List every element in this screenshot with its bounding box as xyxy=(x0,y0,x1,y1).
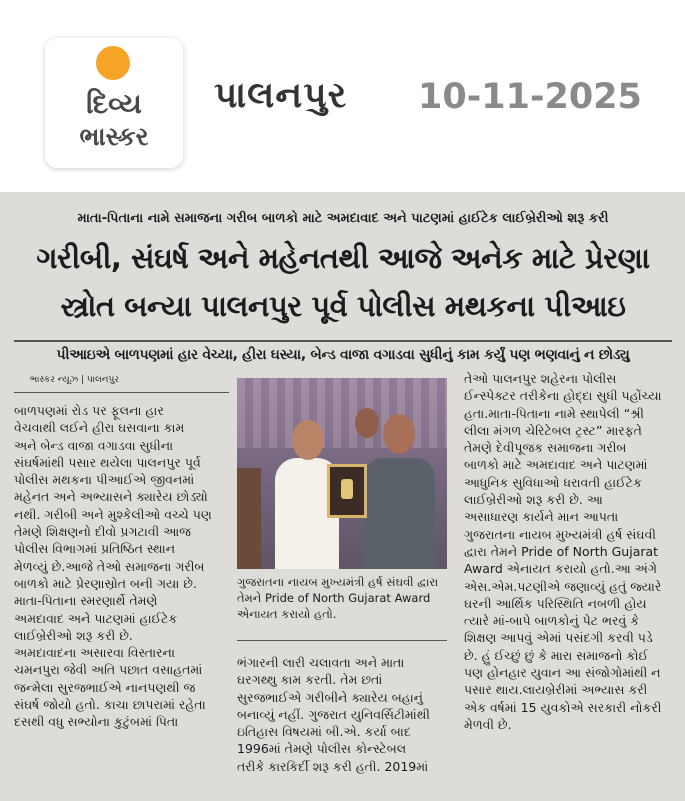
edition-date: 10-11-2025 xyxy=(418,77,642,117)
article-column-1 xyxy=(14,402,228,731)
article-text-line: ઈન્સ્પેક્ટર તરીકેના હોદ્દા સુધી પહોંચ્યા xyxy=(464,388,662,404)
article-text-line: જન્મેલા સુરજભાઈએ નાનપણથી જ xyxy=(14,679,196,695)
photo-pi-body xyxy=(363,458,435,569)
article-text-line: બાળપણમાં રોડ પર ફૂલના હાર xyxy=(14,403,164,418)
masthead xyxy=(0,0,685,192)
article-text-line: અમદાવાદ અને પાટણમાં હાઈટેક xyxy=(14,610,178,626)
article-text-line: ગુજરાતના નાયબ મુખ્યમંત્રી હર્ષ સંઘવી xyxy=(464,526,656,542)
article-text-line: અને બેન્ડ વાજા વગાડવા સુધીના xyxy=(14,437,174,453)
logo-text-line1: દિવ્ય xyxy=(86,87,142,120)
photo-deputy-cm-head xyxy=(292,420,324,460)
article-text-line: ત્યારે માં-બાપે બાળકોનું પેટ ભરવું કે xyxy=(464,613,640,629)
article-text-line: એસ.એમ.પટણીએ જણાવ્યું હતું જ્યારે xyxy=(464,578,662,594)
article-text-line: આધુનિક સુવિધાઓ ધરાવતી હાઈટેક xyxy=(464,474,642,490)
divider xyxy=(14,340,672,342)
photo-caption: ગુજરાતના નાયબ મુખ્યમંત્રી હર્ષ સંઘવી દ્વારા તેમને Pride of North Gujarat Award એનાયત કરાયો હતો. xyxy=(237,575,439,621)
photo-pi-head xyxy=(383,414,415,454)
photo-person-back-head xyxy=(355,408,379,438)
article-text-line: પોલીસ મથકના પીઆઈએ જીવનમાં xyxy=(14,472,195,488)
article-text-line: શિક્ષણ આપવું એમાં પસંદગી કરવી પડે xyxy=(464,630,653,646)
article-text-line: Award એનાયત કરાયો હતો.આ અંગે xyxy=(464,561,657,577)
article-text-line: મહેનત અને અભ્યાસને ક્યારેય છોડ્યો xyxy=(14,489,208,505)
article-text-line: અસાધારણ કાર્યને માન આપતા xyxy=(464,509,619,525)
article-text-line: મેળવ્યું છે.આજે તેઓ સમાજના ગરીબ xyxy=(14,558,205,574)
article-text-line: સંઘર્ષ જોયો હતો. કાચા છાપરામાં રહેતા xyxy=(14,697,206,713)
article-text-line: સુરજભાઈએ ગરીબીને ક્યારેય બહાનું xyxy=(237,689,423,705)
article-text-line: દસથી વધુ સભ્યોના કુટુંબમાં પિતા xyxy=(14,714,179,730)
article-text-line: દ્વારા તેમને Pride of North Gujarat xyxy=(464,543,659,559)
byline: ભાસ્કર ન્યૂઝ | પાલનપુર xyxy=(30,375,119,385)
award-photo xyxy=(237,378,447,569)
article-text-line: ભંગારની લારી ચલાવતા અને માતા xyxy=(237,655,405,670)
byline-rule xyxy=(14,392,229,393)
article-text-line: મેળવી છે. xyxy=(464,716,512,732)
article-text-line: તેમણે શિક્ષણનો દીવો પ્રગટાવી આજ xyxy=(14,524,191,540)
headline-line-1: ગરીબી, સંઘર્ષ અને મહેનતથી આજે અનેક માટે પ્રેરણા xyxy=(36,241,650,275)
article-text-line: બાળકો માટે અમદાવાદ અને પાટણમાં xyxy=(464,457,648,473)
edition-city: પાલનપુર xyxy=(214,75,348,116)
article-text-line: તેમણે દેવીપૂજક સમાજના ગરીબ xyxy=(464,440,627,456)
article-text-line: બાળકો માટે પ્રેરણાસ્રોત બની ગયા છે. xyxy=(14,575,197,591)
article-text-line: અમદાવાદના અસારવા વિસ્તારના xyxy=(14,645,175,661)
article-text-line: લાઈબ્રેરીઓ શરૂ કરી છે. xyxy=(14,627,133,643)
article-column-2 xyxy=(237,654,457,775)
subheadline: પીઆઇએ બાળપણમાં હાર વેચ્યા, હીરા ઘસ્યા, બેન્ડ વાજા વગાડવા સુધીનું કામ કર્યું પણ ભણવાનું ન છોડ્યુ xyxy=(56,347,630,363)
article-text-line: નથી. ગરીબી અને મુશ્કેલીઓ વચ્ચે પણ xyxy=(14,506,212,522)
photo-person-left xyxy=(237,468,261,569)
photo-background xyxy=(237,378,447,448)
article-text-line: ઇતિહાસ વિષયમાં બી.એ. કર્યા બાદ xyxy=(237,724,411,740)
article-text-line: માતા-પિતાના સ્મરણાર્થે તેમણે xyxy=(14,593,158,609)
article-text-line: છે. હું ઈચ્છું છું કે મારા સમાજનો કોઈ xyxy=(464,647,649,663)
article-text-line: પણ હોનહાર યુવાન આ સંજોગોમાંથી ન xyxy=(464,665,661,681)
article-text-line: બનાવ્યું નહીં. ગુજરાત યુનિવર્સિટીમાંથી xyxy=(237,706,430,722)
article-text-line: ઘરની આર્થિક પરિસ્થિતિ નબળી હોય xyxy=(464,595,647,611)
article-text-line: વેચવાથી લઈને હીરા ઘસવાના કામ xyxy=(14,420,185,436)
article-kicker: માતા-પિતાના નામે સમાજના ગરીબ બાળકો માટે અમદાવાદ અને પાટણમાં હાઈટેક લાઈબ્રેરીઓ શરૂ કરી xyxy=(77,211,609,226)
article-text-line: સંઘર્ષમાંથી પસાર થયેલા પાલનપુર પૂર્વ xyxy=(14,454,201,470)
article-text-line: લીલા મંગળ ચેરિટેબલ ટ્રસ્ટ” મારફતે xyxy=(464,422,642,438)
article-text-line: ઘરગથ્થુ કામ કરતી. તેમ છતાં xyxy=(237,672,383,688)
article-text-line: ચમનપુરા જેવી અતિ પછાત વસાહતમાં xyxy=(14,662,203,678)
article-text-line: લાઈબ્રેરીઓ શરૂ કરી છે. આ xyxy=(464,492,603,508)
article-text-line: પોલીસ વિભાગમાં પ્રતિષ્ઠિત સ્થાન xyxy=(14,541,176,557)
article-text-line: એક વર્ષમાં 15 યુવકોએ સરકારી નોકરી xyxy=(464,699,662,715)
article-text-line: પસાર થાય.લાયબ્રેરીમાં અભ્યાસ કરી xyxy=(464,682,648,698)
headline-line-2: સ્ત્રોત બન્યા પાલનપુર પૂર્વ પોલીસ મથકના પીઆઇ xyxy=(60,289,626,323)
article-text-line: તેઓ પાલનપુર શહેરના પોલીસ xyxy=(464,371,617,386)
award-trophy xyxy=(327,464,367,518)
divya-bhaskar-logo xyxy=(45,38,183,168)
article-column-3 xyxy=(464,370,672,733)
caption-rule xyxy=(237,640,447,641)
sun-icon xyxy=(96,46,130,80)
logo-text-line2: ભાસ્કર xyxy=(79,122,149,151)
article-text-line: હતા.માતા-પિતાના નામે સ્થાપેલી “શ્રી xyxy=(464,405,644,421)
article-text-line: 1996માં તેમણે પોલીસ કોન્સ્ટેબલ xyxy=(237,741,407,757)
article-text-line: તરીકે કારકિર્દી શરૂ કરી હતી. 2019માં xyxy=(237,758,429,774)
